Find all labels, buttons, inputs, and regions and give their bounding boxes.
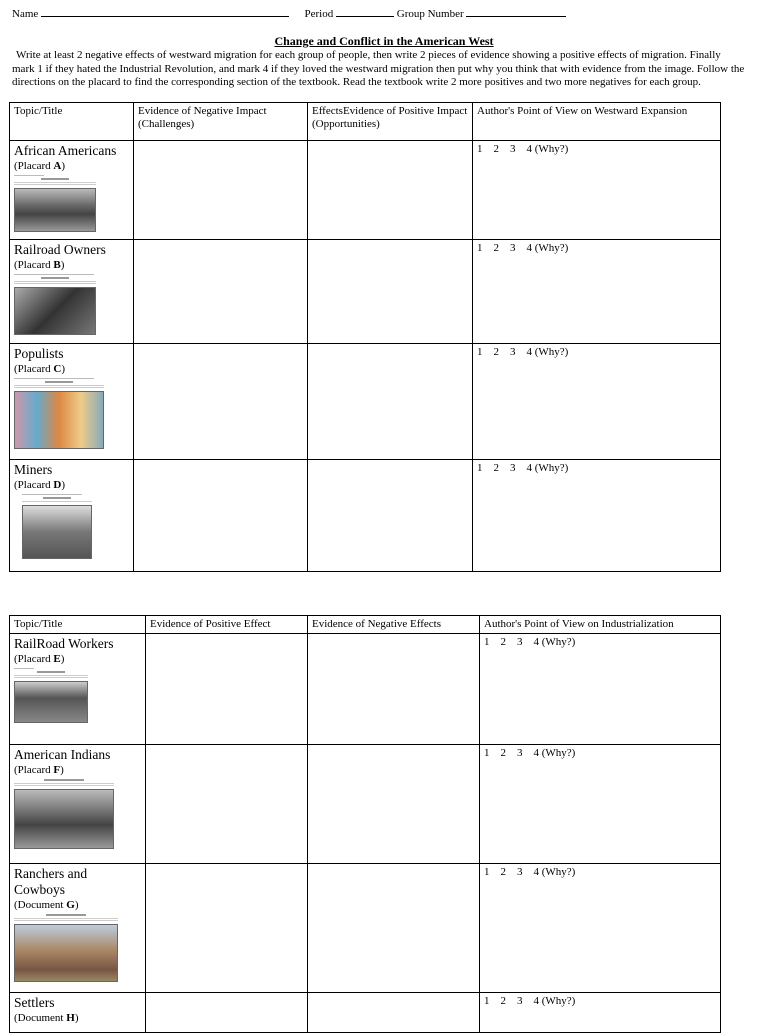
period-label: Period bbox=[304, 8, 334, 20]
rating-scale[interactable]: 1 2 3 4 (Why?) bbox=[477, 462, 569, 474]
col-header-point-of-view: Author's Point of View on Westward Expansion bbox=[473, 103, 721, 141]
topic-cell bbox=[10, 344, 134, 460]
placard-thumbnail-image bbox=[14, 378, 104, 449]
positive-evidence-cell[interactable] bbox=[308, 344, 473, 460]
positive-evidence-cell[interactable] bbox=[308, 460, 473, 572]
negative-evidence-cell[interactable] bbox=[308, 745, 480, 864]
col-header-negative-effects: Evidence of Negative Effects bbox=[308, 616, 480, 634]
topic-cell bbox=[10, 993, 146, 1033]
topic-name: American Indians bbox=[14, 747, 111, 762]
topic-source: (Placard C) bbox=[14, 363, 66, 375]
positive-evidence-cell[interactable] bbox=[146, 634, 308, 745]
topic-source: (Placard F) bbox=[14, 764, 64, 776]
topic-name: Ranchers and Cowboys bbox=[14, 866, 88, 897]
topic-source: (Placard D) bbox=[14, 479, 66, 491]
rating-cell[interactable] bbox=[480, 634, 721, 745]
rating-scale[interactable]: 1 2 3 4 (Why?) bbox=[484, 995, 576, 1007]
table-row bbox=[10, 745, 721, 864]
rating-cell[interactable] bbox=[473, 240, 721, 344]
table-row bbox=[10, 141, 721, 240]
topic-source: (Placard B) bbox=[14, 259, 65, 271]
name-field[interactable] bbox=[41, 6, 289, 17]
topic-cell bbox=[10, 141, 134, 240]
placard-thumbnail-image bbox=[14, 175, 96, 232]
negative-evidence-cell[interactable] bbox=[308, 634, 480, 745]
rating-cell[interactable] bbox=[480, 745, 721, 864]
rating-cell[interactable] bbox=[473, 344, 721, 460]
negative-evidence-cell[interactable] bbox=[134, 344, 308, 460]
topic-source: (Document G) bbox=[14, 899, 79, 911]
col-header-positive-impact: EffectsEvidence of Positive Impact (Opportunities) bbox=[308, 103, 473, 141]
negative-evidence-cell[interactable] bbox=[134, 141, 308, 240]
positive-evidence-cell[interactable] bbox=[308, 141, 473, 240]
group-number-field[interactable] bbox=[466, 6, 566, 17]
negative-evidence-cell[interactable] bbox=[308, 993, 480, 1033]
topic-name: RailRoad Workers bbox=[14, 636, 114, 651]
col-header-negative-impact: Evidence of Negative Impact (Challenges) bbox=[134, 103, 308, 141]
col-header-positive-effect: Evidence of Positive Effect bbox=[146, 616, 308, 634]
topic-cell bbox=[10, 240, 134, 344]
rating-scale[interactable]: 1 2 3 4 (Why?) bbox=[477, 143, 569, 155]
table-row bbox=[10, 864, 721, 993]
topic-cell bbox=[10, 864, 146, 993]
table-row bbox=[10, 993, 721, 1033]
positive-evidence-cell[interactable] bbox=[308, 240, 473, 344]
rating-cell[interactable] bbox=[480, 864, 721, 993]
rating-scale[interactable]: 1 2 3 4 (Why?) bbox=[477, 242, 569, 254]
table-row bbox=[10, 460, 721, 572]
table-row bbox=[10, 240, 721, 344]
rating-cell[interactable] bbox=[480, 993, 721, 1033]
period-field[interactable] bbox=[336, 6, 394, 17]
rating-scale[interactable]: 1 2 3 4 (Why?) bbox=[477, 346, 569, 358]
col-header-point-of-view: Author's Point of View on Industrialization bbox=[480, 616, 721, 634]
rating-scale[interactable]: 1 2 3 4 (Why?) bbox=[484, 636, 576, 648]
rating-cell[interactable] bbox=[473, 141, 721, 240]
rating-cell[interactable] bbox=[473, 460, 721, 572]
placard-thumbnail-image bbox=[14, 914, 118, 982]
negative-evidence-cell[interactable] bbox=[134, 460, 308, 572]
placard-thumbnail-image bbox=[22, 494, 92, 559]
topic-name: Settlers bbox=[14, 995, 55, 1010]
topic-source: (Document H) bbox=[14, 1012, 79, 1024]
topic-name: Miners bbox=[14, 462, 53, 477]
topic-source: (Placard A) bbox=[14, 160, 66, 172]
negative-evidence-cell[interactable] bbox=[308, 864, 480, 993]
placard-thumbnail-image bbox=[14, 779, 114, 849]
table-header-row bbox=[10, 616, 721, 634]
table-header-row bbox=[10, 103, 721, 141]
col-header-topic: Topic/Title bbox=[10, 616, 146, 634]
student-info-line bbox=[12, 6, 762, 21]
placard-thumbnail-image bbox=[14, 274, 96, 335]
table-row bbox=[10, 634, 721, 745]
positive-evidence-cell[interactable] bbox=[146, 864, 308, 993]
topic-cell bbox=[10, 460, 134, 572]
topic-source: (Placard E) bbox=[14, 653, 65, 665]
topic-cell bbox=[10, 634, 146, 745]
topic-name: Populists bbox=[14, 346, 64, 361]
topic-cell bbox=[10, 745, 146, 864]
rating-scale[interactable]: 1 2 3 4 (Why?) bbox=[484, 747, 576, 759]
rating-scale[interactable]: 1 2 3 4 (Why?) bbox=[484, 866, 576, 878]
instructions: Write at least 2 negative effects of westward migration for each group of people, then write 2 pieces of evidence showing a positive effects of migration. Finally mark 1 if they hated the Industrial Revolution, and mark 4 if they loved the westward migration then put why you think that with evidence from the image. Follow the directions on the placard to find the corresponding section of the textbook. Read the textbook write 2 more positives and two more negatives for each group. bbox=[12, 49, 745, 88]
negative-evidence-cell[interactable] bbox=[134, 240, 308, 344]
topic-name: African Americans bbox=[14, 143, 117, 158]
name-label: Name bbox=[12, 8, 39, 20]
positive-evidence-cell[interactable] bbox=[146, 745, 308, 864]
industrialization-table bbox=[9, 615, 721, 1033]
col-header-topic: Topic/Title bbox=[10, 103, 134, 141]
placard-thumbnail-image bbox=[14, 668, 88, 723]
group-number-label: Group Number bbox=[396, 8, 464, 20]
westward-expansion-table bbox=[9, 102, 721, 572]
worksheet-title: Change and Conflict in the American West bbox=[274, 34, 494, 48]
positive-evidence-cell[interactable] bbox=[146, 993, 308, 1033]
topic-name: Railroad Owners bbox=[14, 242, 106, 257]
table-row bbox=[10, 344, 721, 460]
